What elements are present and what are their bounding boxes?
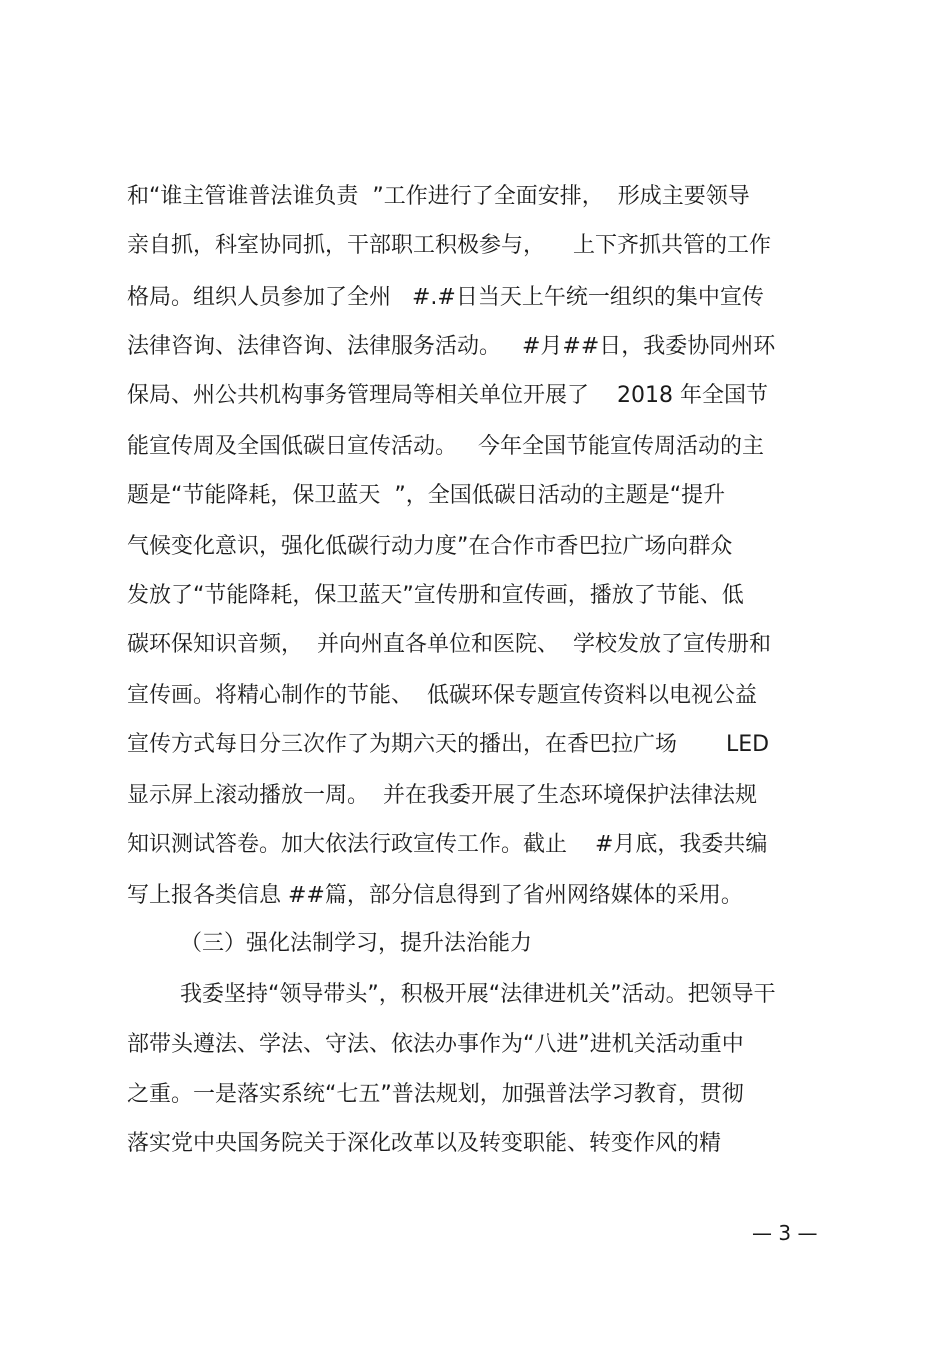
body-line: 显示屏上滚动播放一周。 并在我委开展了生态环境保护法律法规: [127, 783, 757, 808]
body-line: 能宣传周及全国低碳日宣传活动。 今年全国节能宣传周活动的主: [127, 434, 764, 459]
section-heading: （三）强化法制学习，提升法治能力: [180, 931, 533, 956]
body-line: 气候变化意识，强化低碳行动力度”在合作市香巴拉广场向群众: [127, 534, 733, 559]
body-line: 宣传方式每日分三次作了为期六天的播出，在香巴拉广场 LED: [127, 732, 770, 757]
body-line: 保局、州公共机构事务管理局等相关单位开展了 2018 年全国节: [127, 383, 768, 408]
body-line: 写上报各类信息 ##篇，部分信息得到了省州网络媒体的采用。: [127, 883, 743, 908]
body-line: 和“谁主管谁普法谁负责 ”工作进行了全面安排， 形成主要领导: [127, 184, 750, 209]
body-line: 亲自抓，科室协同抓，干部职工积极参与， 上下齐抓共管的工作: [127, 233, 771, 258]
body-line: 知识测试答卷。加大依法行政宣传工作。截止 #月底，我委共编: [127, 832, 768, 857]
paragraph-line: 之重。一是落实系统“七五”普法规划，加强普法学习教育，贯彻: [127, 1082, 744, 1107]
paragraph-line: 部带头遵法、学法、守法、依法办事作为“八进”进机关活动重中: [127, 1032, 744, 1057]
body-line: 发放了“节能降耗，保卫蓝天”宣传册和宣传画，播放了节能、低: [127, 583, 744, 608]
body-line: 格局。组织人员参加了全州 #.#日当天上午统一组织的集中宣传: [127, 285, 764, 310]
body-line: 法律咨询、法律咨询、法律服务活动。 #月##日，我委协同州环: [127, 334, 776, 359]
paragraph-first-line: 我委坚持“领导带头”，积极开展“法律进机关”活动。把领导干: [180, 982, 776, 1007]
paragraph-line: 落实党中央国务院关于深化改革以及转变职能、转变作风的精: [127, 1131, 722, 1156]
body-line: 碳环保知识音频， 并向州直各单位和医院、 学校发放了宣传册和: [127, 632, 771, 657]
body-line: 宣传画。将精心制作的节能、 低碳环保专题宣传资料以电视公益: [127, 683, 757, 708]
body-line: 题是“节能降耗，保卫蓝天 ”，全国低碳日活动的主题是“提升: [127, 483, 726, 508]
page-number: — 3 —: [752, 1221, 818, 1245]
